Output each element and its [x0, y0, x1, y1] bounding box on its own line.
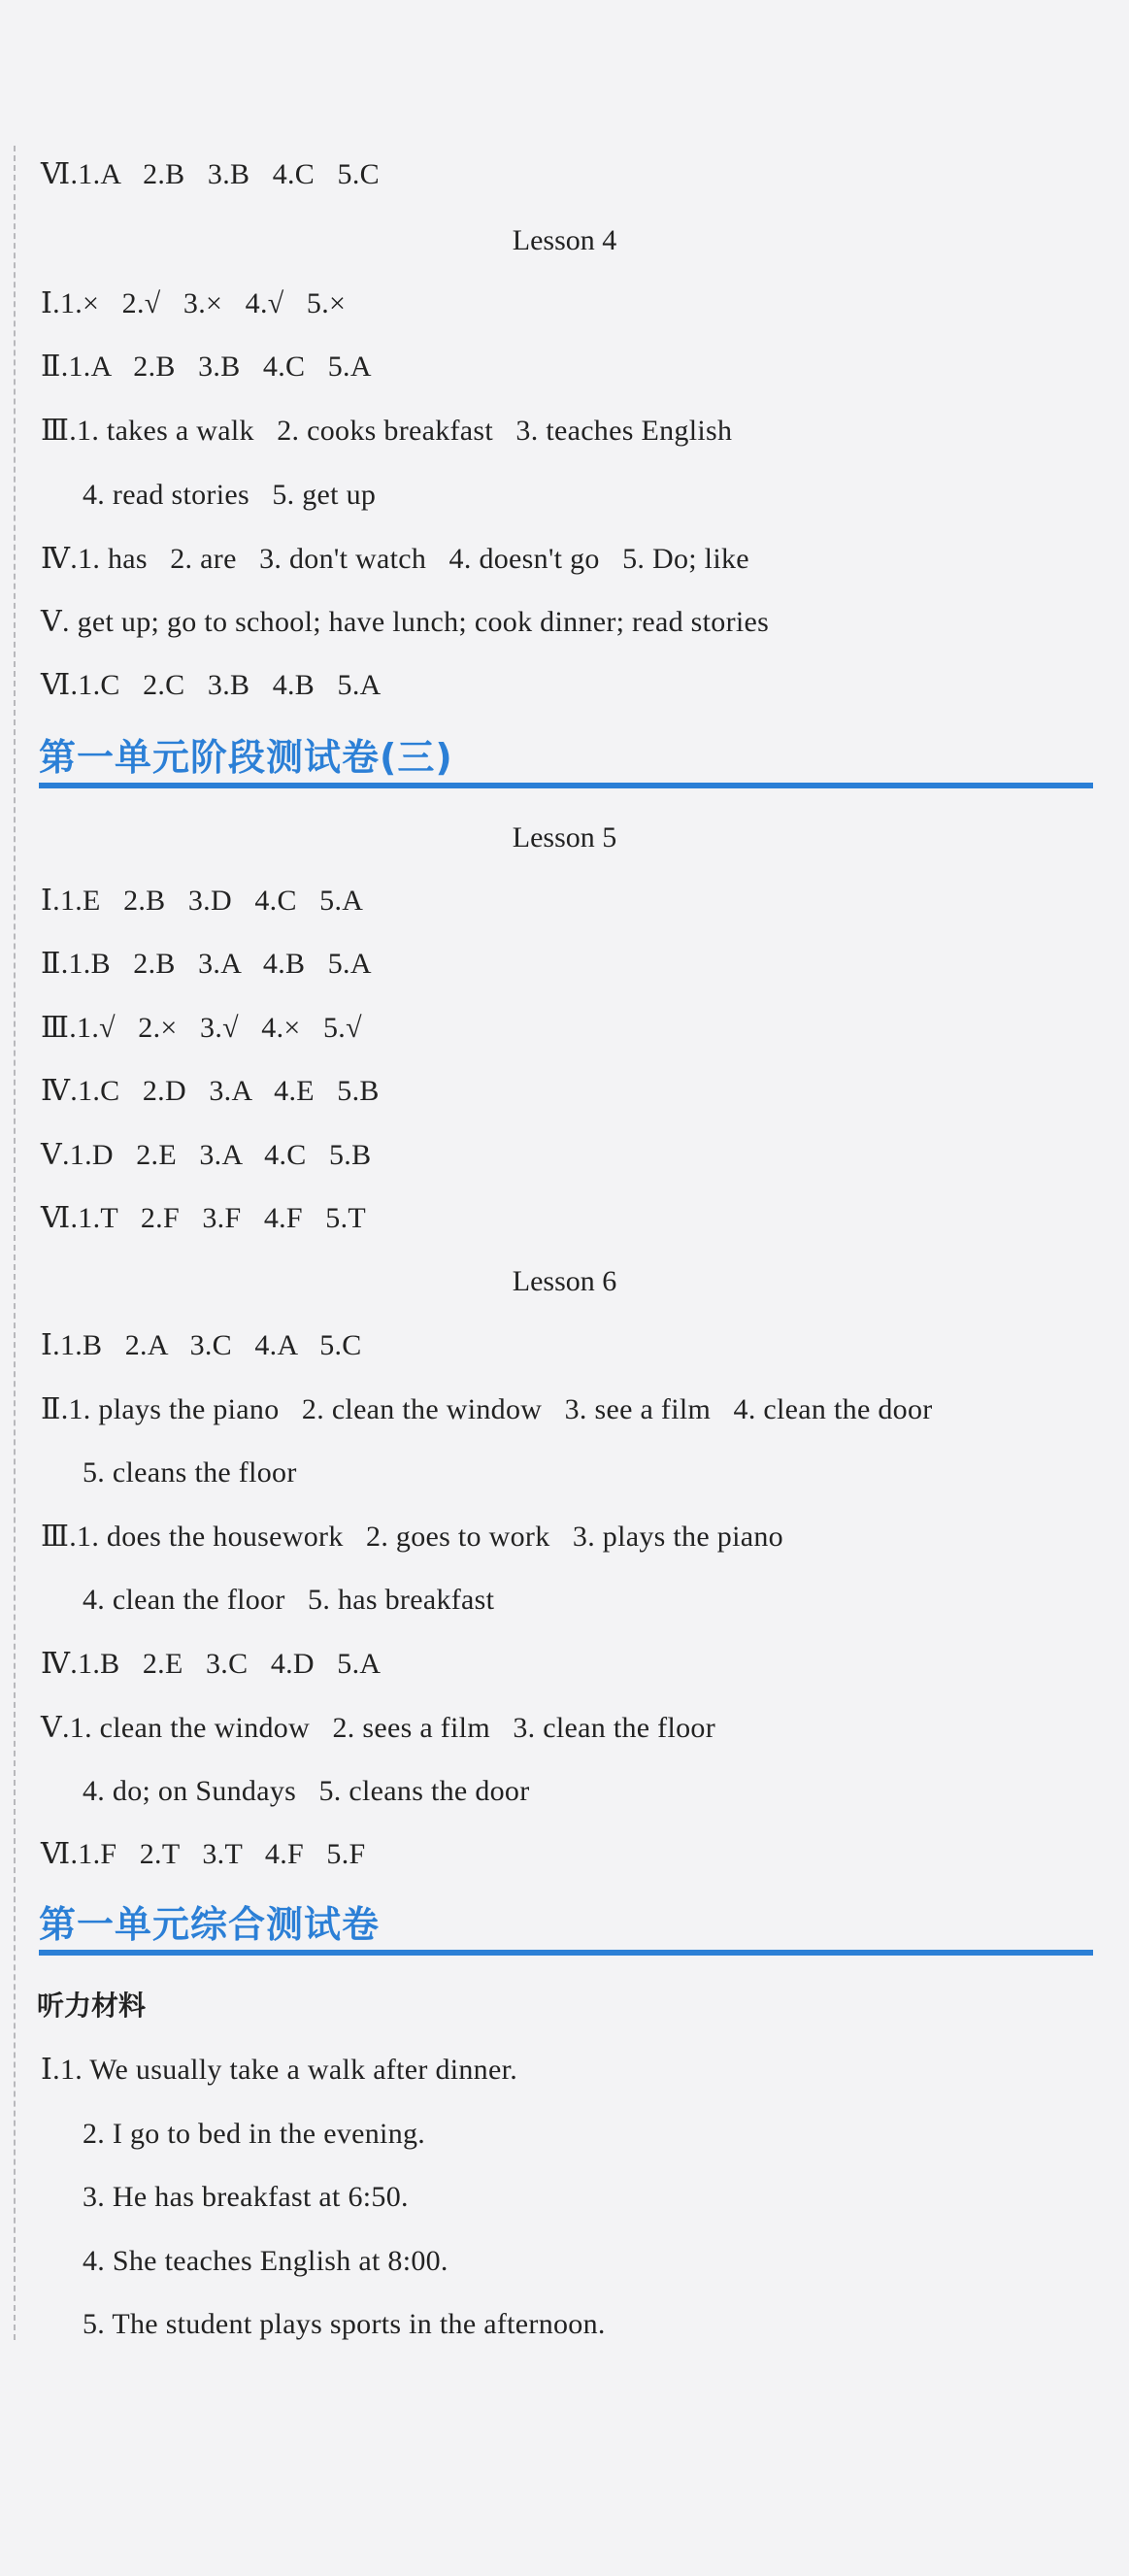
answer-line: Ⅳ.1.B 2.E 3.C 4.D 5.A — [41, 1648, 382, 1680]
answer-line: 4. clean the floor 5. has breakfast — [83, 1584, 495, 1616]
answer-line: Ⅰ.1.B 2.A 3.C 4.A 5.C — [41, 1329, 362, 1361]
answer-line: Ⅴ. get up; go to school; have lunch; cook dinner; read stories — [41, 606, 770, 638]
section-title — [39, 724, 1093, 788]
answer-line: Ⅳ.1.C 2.D 3.A 4.E 5.B — [41, 1075, 380, 1107]
answer-line: Ⅵ.1.T 2.F 3.F 4.F 5.T — [41, 1202, 367, 1234]
lesson-heading: Lesson 6 — [512, 1265, 617, 1297]
answer-line: Ⅲ.1. does the housework 2. goes to work 3. plays the piano — [41, 1521, 783, 1553]
answer-line: Ⅴ.1.D 2.E 3.A 4.C 5.B — [41, 1139, 372, 1171]
answer-line: Ⅱ.1.A 2.B 3.B 4.C 5.A — [41, 351, 372, 383]
answer-line: Ⅲ.1.√ 2.× 3.√ 4.× 5.√ — [41, 1012, 362, 1044]
answer-line: Ⅴ.1. clean the window 2. sees a film 3. clean the floor — [41, 1712, 715, 1744]
answer-line: Ⅳ.1. has 2. are 3. don't watch 4. doesn't go 5. Do; like — [41, 543, 749, 575]
transcript-line: Ⅰ.1. We usually take a walk after dinner. — [41, 2054, 518, 2086]
answer-line: Ⅲ.1. takes a walk 2. cooks breakfast 3. teaches English — [41, 415, 733, 447]
answer-line: Ⅰ.1.E 2.B 3.D 4.C 5.A — [41, 885, 364, 917]
transcript-line: 3. He has breakfast at 6:50. — [83, 2181, 409, 2213]
answer-line: Ⅱ.1. plays the piano 2. clean the window 3. see a film 4. clean the door — [41, 1393, 933, 1425]
margin-dashed-rule — [14, 146, 16, 2340]
answer-line: 5. cleans the floor — [83, 1456, 297, 1489]
answer-line: Ⅵ.1.A 2.B 3.B 4.C 5.C — [41, 158, 380, 190]
answer-line: 4. do; on Sundays 5. cleans the door — [83, 1775, 530, 1807]
answer-line: Ⅵ.1.C 2.C 3.B 4.B 5.A — [41, 669, 382, 701]
lesson-heading: Lesson 5 — [512, 821, 617, 853]
transcript-line: 4. She teaches English at 8:00. — [83, 2245, 448, 2277]
answer-line: Ⅰ.1.× 2.√ 3.× 4.√ 5.× — [41, 287, 347, 319]
section-title-text: 第一单元综合测试卷 — [39, 1903, 381, 1946]
answer-line: Ⅱ.1.B 2.B 3.A 4.B 5.A — [41, 948, 372, 980]
transcript-line: 5. The student plays sports in the afternoon. — [83, 2308, 606, 2340]
section-title — [39, 1891, 1093, 1956]
section-title-text: 第一单元阶段测试卷(三) — [39, 736, 453, 779]
lesson-heading: Lesson 4 — [512, 224, 617, 256]
answer-line: Ⅵ.1.F 2.T 3.T 4.F 5.F — [41, 1838, 366, 1870]
listening-material-heading: 听力材料 — [37, 1990, 147, 2022]
answer-line: 4. read stories 5. get up — [83, 479, 377, 511]
transcript-line: 2. I go to bed in the evening. — [83, 2118, 426, 2150]
